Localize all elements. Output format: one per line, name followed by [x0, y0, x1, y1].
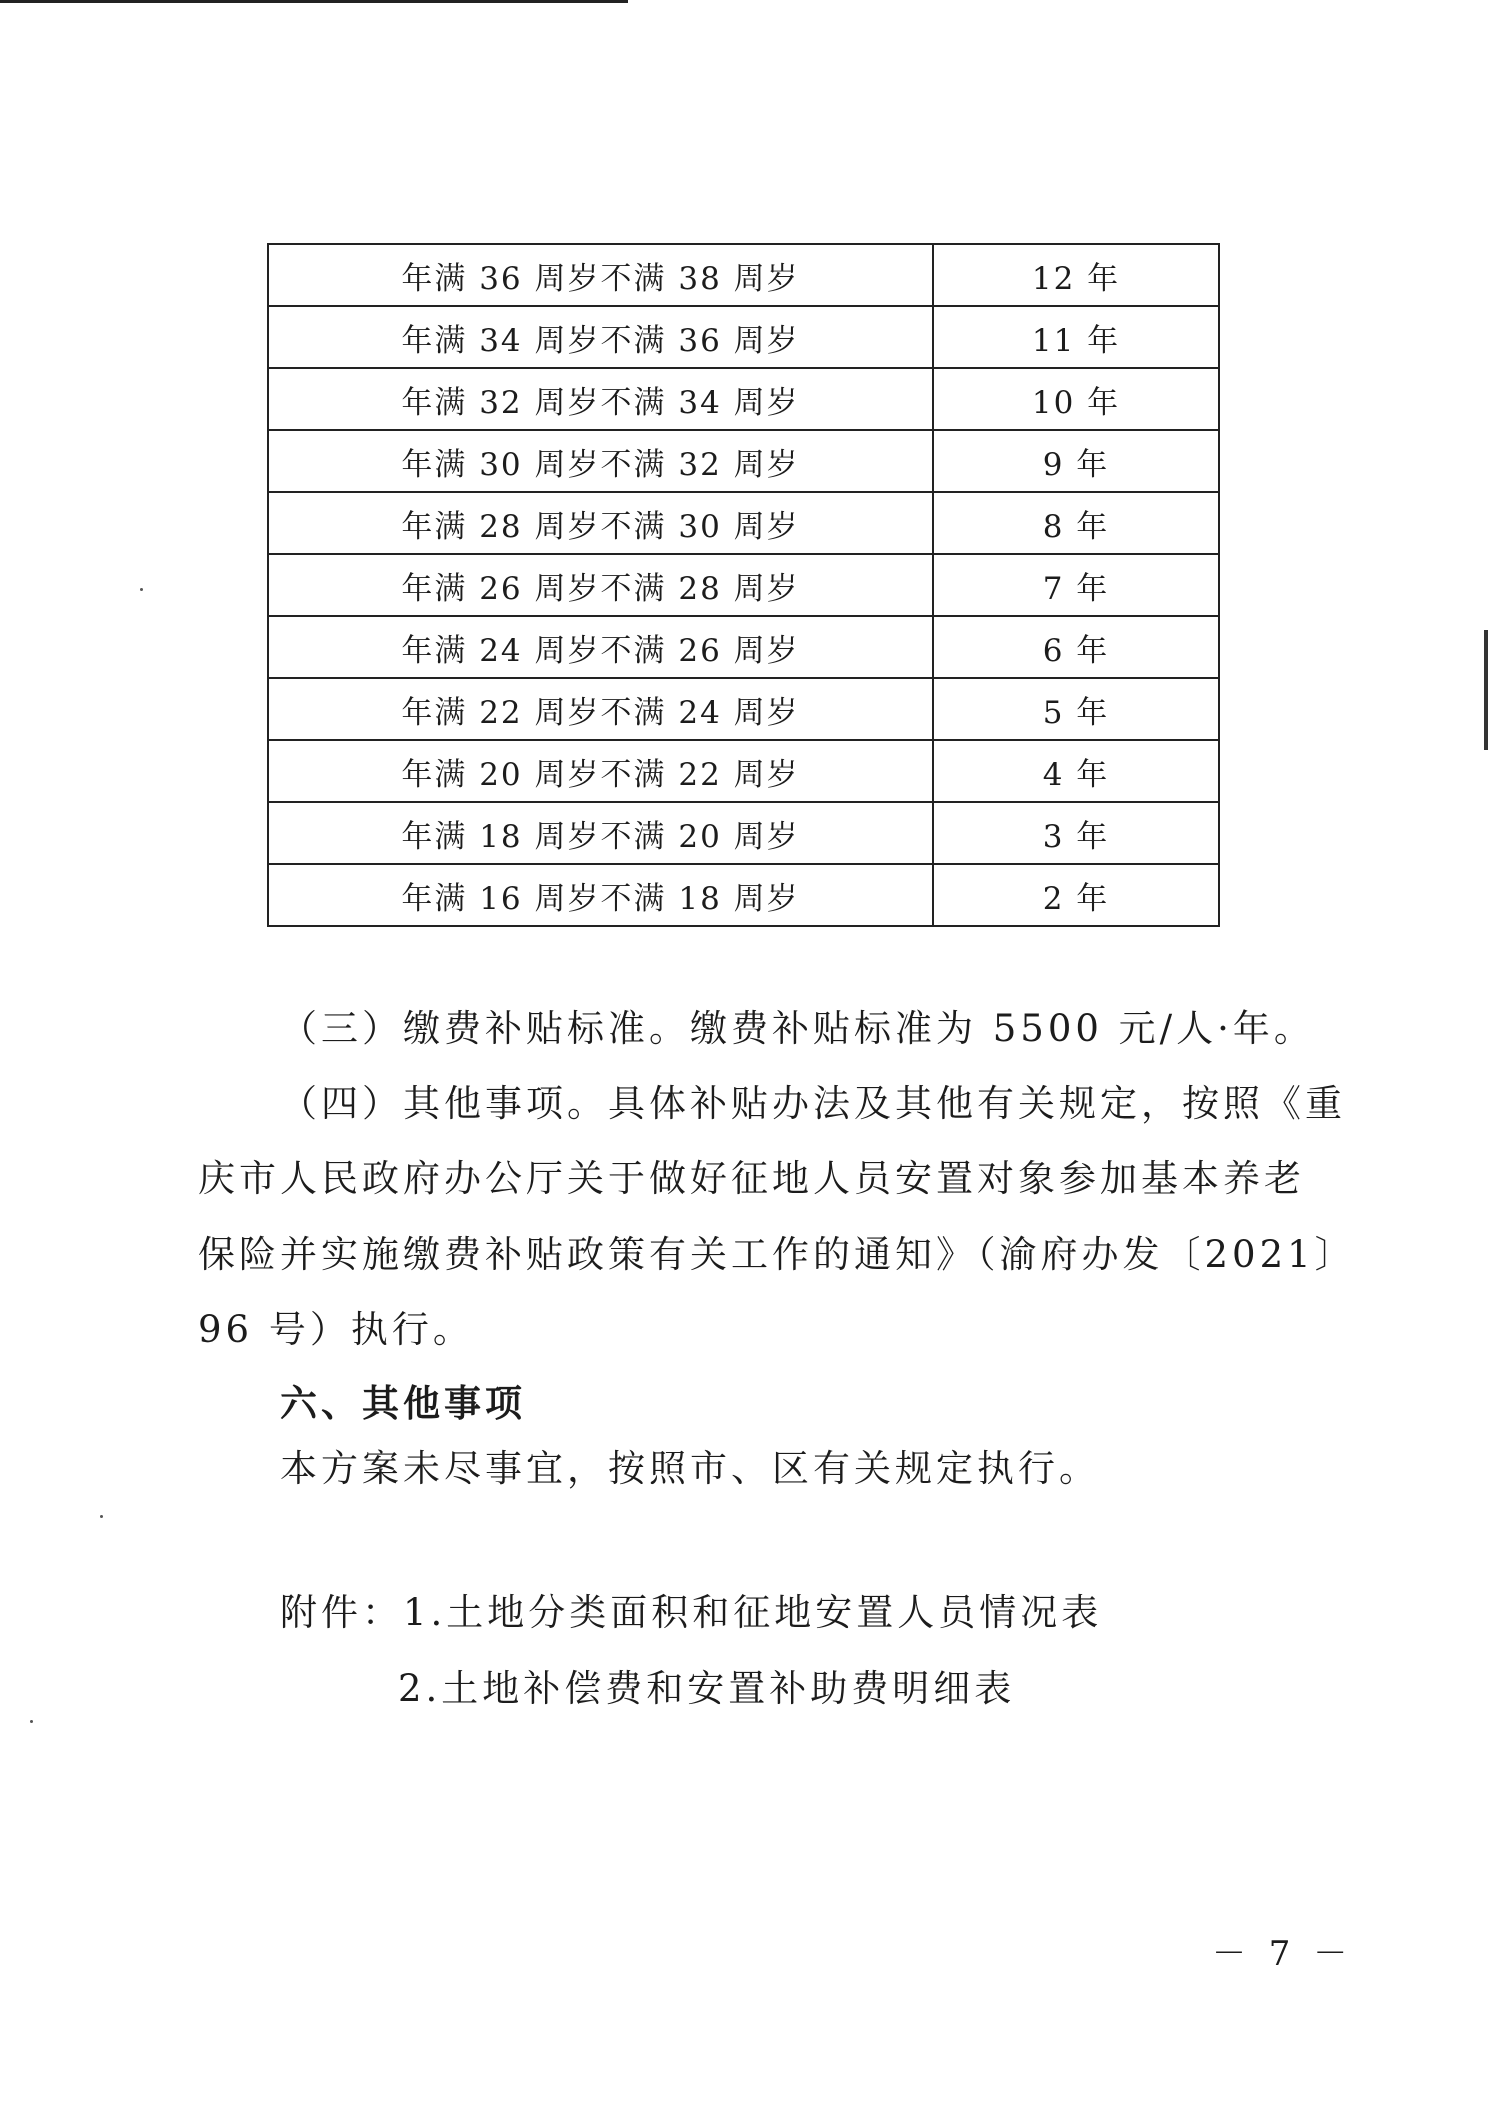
table-row: [268, 492, 1219, 554]
table-row: [268, 864, 1219, 926]
subsidy-years-cell: 5 年: [933, 678, 1219, 740]
subsidy-years-cell: 9 年: [933, 430, 1219, 492]
age-range-cell: 年满 20 周岁不满 22 周岁: [268, 740, 933, 802]
table-row: [268, 244, 1219, 306]
payment-subsidy-standard-paragraph: （三）缴费补贴标准。缴费补贴标准为 5500 元/人·年。: [280, 1007, 1315, 1050]
subsidy-years-cell: 2 年: [933, 864, 1219, 926]
age-range-cell: 年满 32 周岁不满 34 周岁: [268, 368, 933, 430]
top-border-line: [0, 0, 628, 3]
other-matters-paragraph-line-4: 96 号）执行。: [198, 1308, 474, 1351]
table-row: [268, 430, 1219, 492]
age-range-cell: 年满 24 周岁不满 26 周岁: [268, 616, 933, 678]
other-matters-paragraph-line-1: （四）其他事项。具体补贴办法及其他有关规定，按照《重: [280, 1082, 1346, 1125]
table-row: [268, 616, 1219, 678]
table-row: [268, 368, 1219, 430]
scan-speck: [100, 1515, 103, 1518]
scan-speck: [30, 1720, 33, 1723]
age-range-cell: 年满 36 周岁不满 38 周岁: [268, 244, 933, 306]
table-row: [268, 678, 1219, 740]
subsidy-years-cell: 4 年: [933, 740, 1219, 802]
age-range-cell: 年满 34 周岁不满 36 周岁: [268, 306, 933, 368]
table-row: [268, 306, 1219, 368]
other-matters-paragraph-line-3: 保险并实施缴费补贴政策有关工作的通知》（渝府办发〔2021〕: [198, 1233, 1356, 1276]
subsidy-years-cell: 6 年: [933, 616, 1219, 678]
age-range-cell: 年满 16 周岁不满 18 周岁: [268, 864, 933, 926]
other-matters-paragraph-line-2: 庆市人民政府办公厅关于做好征地人员安置对象参加基本养老: [198, 1157, 1305, 1200]
subsidy-years-table: [267, 243, 1220, 927]
section-6-text: 本方案未尽事宜，按照市、区有关规定执行。: [280, 1447, 1100, 1490]
age-range-cell: 年满 28 周岁不满 30 周岁: [268, 492, 933, 554]
attachment-line-2: 2.土地补偿费和安置补助费明细表: [398, 1667, 1016, 1710]
age-range-cell: 年满 26 周岁不满 28 周岁: [268, 554, 933, 616]
subsidy-years-cell: 11 年: [933, 306, 1219, 368]
subsidy-years-cell: 3 年: [933, 802, 1219, 864]
subsidy-years-cell: 7 年: [933, 554, 1219, 616]
section-6-heading: 六、其他事项: [280, 1382, 526, 1425]
subsidy-years-cell: 12 年: [933, 244, 1219, 306]
age-range-cell: 年满 18 周岁不满 20 周岁: [268, 802, 933, 864]
table-row: [268, 802, 1219, 864]
subsidy-years-cell: 10 年: [933, 368, 1219, 430]
page-number: － 7 －: [1212, 1934, 1354, 1974]
age-range-cell: 年满 30 周岁不满 32 周岁: [268, 430, 933, 492]
table-row: [268, 740, 1219, 802]
attachment-line-1: 附件：1.土地分类面积和征地安置人员情况表: [280, 1591, 1103, 1634]
subsidy-years-cell: 8 年: [933, 492, 1219, 554]
table-row: [268, 554, 1219, 616]
scan-edge-mark: [1484, 630, 1488, 750]
age-range-cell: 年满 22 周岁不满 24 周岁: [268, 678, 933, 740]
scan-speck: [140, 588, 143, 591]
